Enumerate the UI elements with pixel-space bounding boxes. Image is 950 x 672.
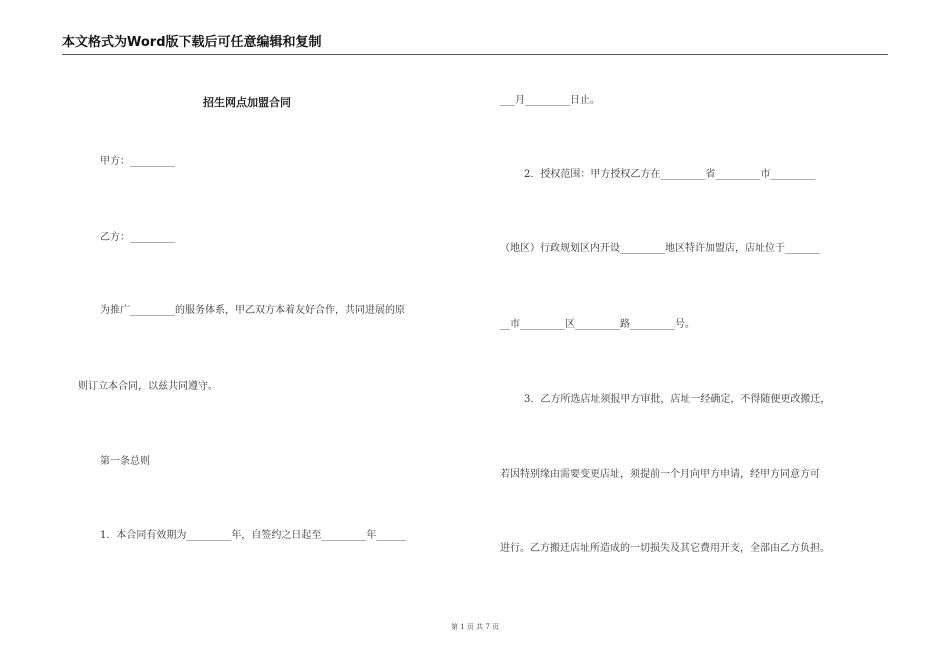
clause-3-line-3: 进行。乙方搬迁店址所造成的一切损失及其它费用开支，全部由乙方负担。 [500,543,830,554]
clause-1-continuation: ___月_________日止。 [500,95,600,106]
document-header-banner: 本文格式为Word版下载后可任意编辑和复制 [62,34,888,55]
contract-title: 招生网点加盟合同 [203,96,291,109]
clause-3-line-2: 若因特别缘由需要变更店址，须提前一个月向甲方申请，经甲方同意方可 [500,469,820,480]
clause-1-line: 1．本合同有效期为_________年，自签约之日起至_________年______ [100,530,407,541]
page-number-footer: 第 1 页 共 7 页 [450,623,500,631]
intro-paragraph-line-1: 为推广_________的服务体系，甲乙双方本着友好合作，共同进展的原 [100,305,405,316]
clause-2-line-3: __市_________区_________路_________号。 [500,319,695,330]
clause-3-line-1: 3．乙方所选店址须报甲方审批，店址一经确定，不得随便更改搬迁， [524,394,831,405]
intro-paragraph-line-2: 则订立本合同，以兹共同遵守。 [78,381,218,392]
clause-2-line-1: 2．授权范围：甲方授权乙方在_________省_________市_________ [524,169,816,180]
clause-2-line-2: （地区）行政规划区内开设_________地区特许加盟店，店址位于_______ [500,243,820,254]
party-b-line: 乙方：_________ [100,232,175,243]
section-heading-general: 第一条总则 [100,456,150,467]
party-a-line: 甲方：_________ [100,156,175,167]
